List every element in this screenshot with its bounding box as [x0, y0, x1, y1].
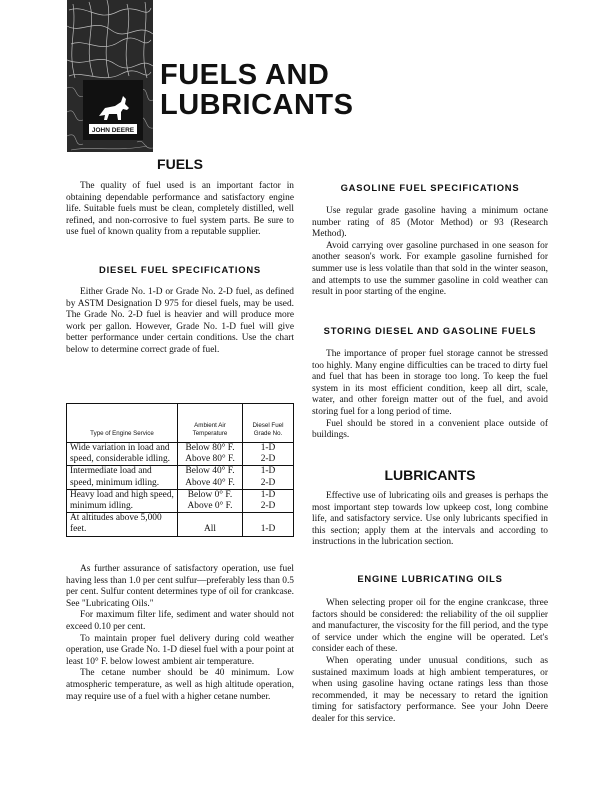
fuel-note-cold-weather: To maintain proper fuel delivery during cold weather operation, use Grade No. 1-D diesel fuel with a pour point at least 10° F. below lowest ambient air temperature. — [66, 633, 294, 667]
lubricants-heading: LUBRICANTS — [384, 467, 476, 483]
table-row — [67, 443, 294, 466]
grade-value: 1-D — [260, 443, 276, 453]
page-title-line1: FUELS AND — [160, 59, 330, 91]
fuel-note-cetane: The cetane number should be 40 minimum. Low atmospheric temperature, as well as high altitude operation, may require use of a fuel with a higher cetane number. — [66, 668, 294, 702]
temperature-value: Above 80° F. — [185, 454, 235, 465]
lubricants-paragraph — [312, 491, 548, 549]
fuels-paragraph-text: The quality of fuel used is an important factor in obtaining dependable performance and satisfactory engine life. Suitable fuels must be clean, completely distilled, well refined, and non-corrosive to fuel system parts. Be sure to use fuel of known quality from a reputable supplier. — [66, 181, 294, 238]
fuel-note-sulfur: As further assurance of satisfactory operation, use fuel having less than 1.0 per cent sulfur—preferably less than 0.5 per cent. Sulfur content determines type of oil for crankcase. See "Lubricating Oils." — [66, 564, 294, 609]
temperature-value: Below 0° F. — [187, 489, 233, 500]
table-cell-grade — [243, 489, 294, 512]
table-header-row — [67, 404, 294, 443]
page-title — [160, 60, 354, 120]
gasoline-octane-text: Use regular grade gasoline having a minimum octane number rating of 85 (Motor Method) or 93 (Research Method). — [312, 206, 548, 240]
logo-text: JOHN DEERE — [91, 127, 135, 134]
table-cell-service: Wide variation in load and speed, considerable idling. — [67, 443, 178, 466]
table-header-grade: Diesel Fuel Grade No. — [243, 404, 294, 443]
grade-value: 2-D — [260, 477, 276, 488]
storing-location-text: Fuel should be stored in a convenient place outside of buildings. — [312, 418, 548, 441]
diesel-specs-paragraph-text: Either Grade No. 1-D or Grade No. 2-D fuel, as defined by ASTM Designation D 975 for diesel fuels, may be used. The Grade No. 2-D fuel is heavier and will produce more work per gallon. However, Grade No. 1-D fuel will give better performance under certain conditions. Use the chart below to determine correct grade of fuel. — [66, 287, 294, 355]
gasoline-season-text: Avoid carrying over gasoline purchased in one season for another season's work. For example gasoline furnished for summer use is less volatile than that sold in the winter season, and attempts to use the summer gasoline in cold weather can result in poor starting of the engine. — [312, 240, 548, 298]
table-cell-grade — [243, 443, 294, 466]
storing-fuels-text: The importance of proper fuel storage cannot be stressed too highly. Many engine difficulties can be traced to dirty fuel and fuel that has been in storage too long. To keep the fuel system in its most efficient condition, keep all dirt, scale, water, and other foreign matter out of the fuel, and avoid storing fuel for a long period of time. — [312, 349, 548, 417]
temperature-value: Below 40° F. — [185, 466, 235, 477]
fuel-note-filter: For maximum filter life, sediment and water should not exceed 0.10 per cent. — [66, 610, 294, 632]
temperature-value: Above 40° F. — [185, 477, 235, 488]
table-cell-grade — [243, 513, 294, 536]
temperature-value: All — [204, 524, 216, 535]
table-cell-temperature — [178, 513, 243, 536]
table-cell-grade — [243, 466, 294, 489]
table-row — [67, 489, 294, 512]
temperature-value: Above 0° F. — [187, 501, 233, 512]
diesel-specs-paragraph — [66, 287, 294, 357]
john-deere-logo — [83, 80, 143, 140]
fuel-grade-table — [66, 403, 294, 537]
table-row — [67, 513, 294, 536]
fuels-heading: FUELS — [157, 156, 203, 172]
deer-icon — [85, 82, 141, 138]
gasoline-specs-paragraphs — [312, 206, 548, 299]
fuel-notes — [66, 564, 294, 703]
page-title-line2: LUBRICANTS — [160, 89, 354, 121]
gasoline-specs-heading: GASOLINE FUEL SPECIFICATIONS — [340, 182, 520, 193]
temperature-value: Below 80° F. — [185, 443, 235, 453]
grade-value: 1-D — [260, 524, 276, 535]
table-cell-temperature — [178, 489, 243, 512]
diesel-specs-heading: DIESEL FUEL SPECIFICATIONS — [99, 264, 261, 275]
table-cell-service: Heavy load and high speed, minimum idling. — [67, 489, 178, 512]
table-header-temperature: Ambient Air Temperature — [178, 404, 243, 443]
table-row — [67, 466, 294, 489]
grade-value: 2-D — [260, 501, 276, 512]
table-cell-service: Intermediate load and speed, minimum idling. — [67, 466, 178, 489]
lubricants-text: Effective use of lubricating oils and greases is perhaps the most important step towards low upkeep cost, long combine life, and satisfactory service. Use only lubricants specified in this section; apply them at the intervals and according to instructions in the lubrication section. — [312, 491, 548, 548]
engine-oils-heading: ENGINE LUBRICATING OILS — [357, 573, 503, 584]
fuels-paragraph — [66, 181, 294, 239]
grade-value: 2-D — [260, 454, 276, 465]
table-cell-temperature — [178, 443, 243, 466]
engine-oils-selection-text: When selecting proper oil for the engine crankcase, three factors should be considered: the reliability of the oil supplier and manufacturer, the viscosity for the fill period, and the type of service under which the engine will be operated. Let's consider each of these. — [312, 598, 548, 655]
grade-value: 1-D — [260, 489, 276, 500]
engine-oils-paragraphs — [312, 598, 548, 726]
grade-value: 1-D — [260, 466, 276, 477]
storing-fuels-paragraphs — [312, 349, 548, 442]
engine-oils-unusual-conditions-text: When operating under unusual conditions, such as sustained maximum loads at high ambient temperatures, or when using gasoline having octane ratings less than those recommended, it may be necessary to retard the ignition timing for satisfactory performance. See your John Deere dealer for this service. — [312, 655, 548, 724]
table-cell-service: At altitudes above 5,000 feet. — [67, 513, 178, 536]
storing-fuels-heading: STORING DIESEL AND GASOLINE FUELS — [323, 325, 537, 336]
table-header-service: Type of Engine Service — [67, 404, 178, 443]
table-cell-temperature — [178, 466, 243, 489]
